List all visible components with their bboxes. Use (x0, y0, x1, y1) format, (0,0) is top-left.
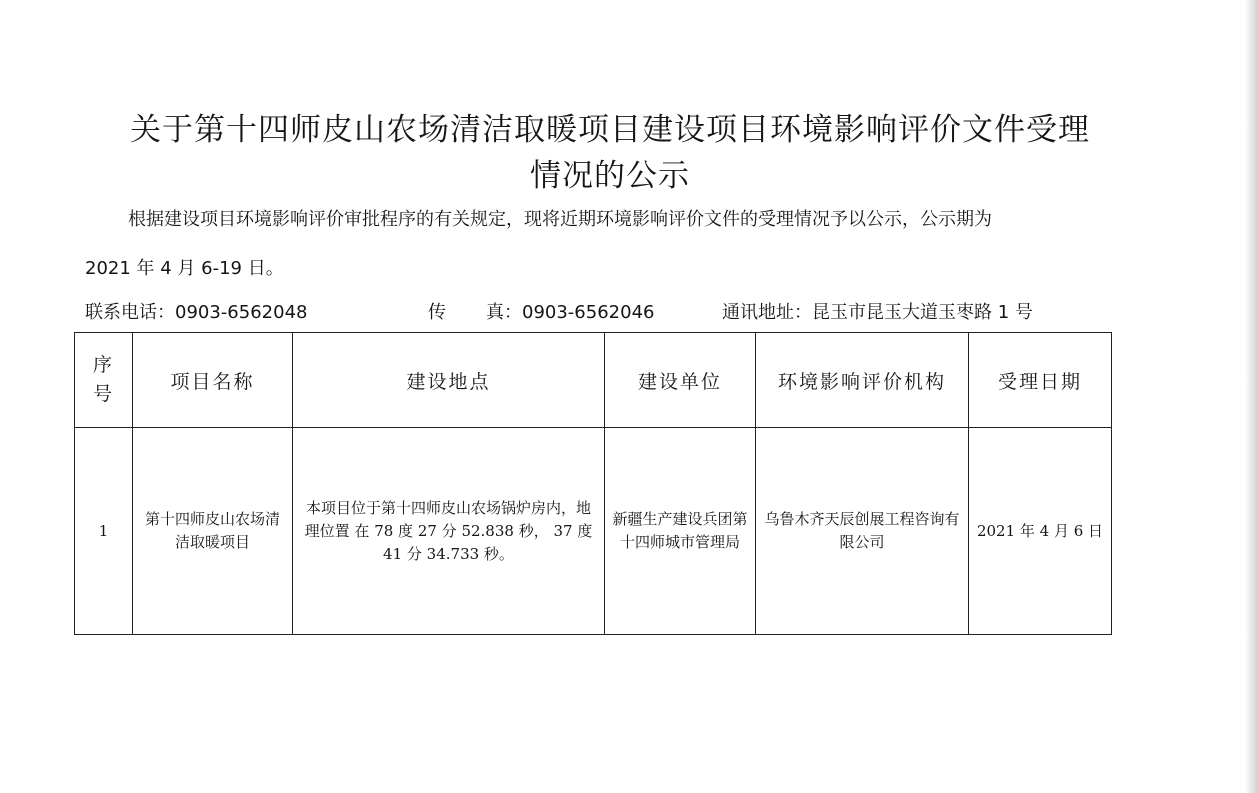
header-seq-bottom: 号 (92, 383, 114, 405)
contact-address: 通讯地址：昆玉市昆玉大道玉枣路 1 号 (722, 302, 1033, 323)
cell-construction-site: 本项目位于第十四师皮山农场锅炉房内，地理位置 在 78 度 27 分 52.838 秒， 37 度 41 分 34.733 秒。 (293, 428, 605, 635)
contact-phone: 联系电话：0903-6562048 (85, 302, 308, 323)
table-header-row (75, 333, 1112, 428)
header-acceptance-date: 受理日期 (969, 333, 1112, 428)
header-construction-site: 建设地点 (293, 333, 605, 428)
notice-title-line1: 关于第十四师皮山农场清洁取暖项目建设项目环境影响评价文件受理 (130, 112, 1090, 148)
page-edge-shadow (1245, 0, 1258, 793)
cell-project-name: 第十四师皮山农场清洁取暖项目 (133, 428, 293, 635)
acceptance-table (74, 332, 1112, 635)
cell-acceptance-date: 2021 年 4 月 6 日 (969, 428, 1112, 635)
intro-paragraph-line1: 根据建设项目环境影响评价审批程序的有关规定，现将近期环境影响评价文件的受理情况予以公示，公示期为 (128, 209, 992, 230)
header-eia-agency: 环境影响评价机构 (756, 333, 969, 428)
contact-fax (428, 298, 654, 324)
cell-construction-unit: 新疆生产建设兵团第十四师城市管理局 (605, 428, 756, 635)
contact-fax-number: 真：0903-6562046 (486, 302, 655, 323)
table-row (75, 428, 1112, 635)
cell-eia-agency: 乌鲁木齐天辰创展工程咨询有限公司 (756, 428, 969, 635)
cell-seq: 1 (75, 428, 133, 635)
intro-paragraph-line2: 2021 年 4 月 6-19 日。 (85, 258, 284, 279)
header-construction-unit: 建设单位 (605, 333, 756, 428)
header-project-name: 项目名称 (133, 333, 293, 428)
contact-fax-label: 传 (428, 302, 446, 323)
header-seq (75, 333, 133, 428)
notice-title-line2: 情况的公示 (530, 158, 690, 194)
header-seq-top: 序 (92, 354, 114, 376)
